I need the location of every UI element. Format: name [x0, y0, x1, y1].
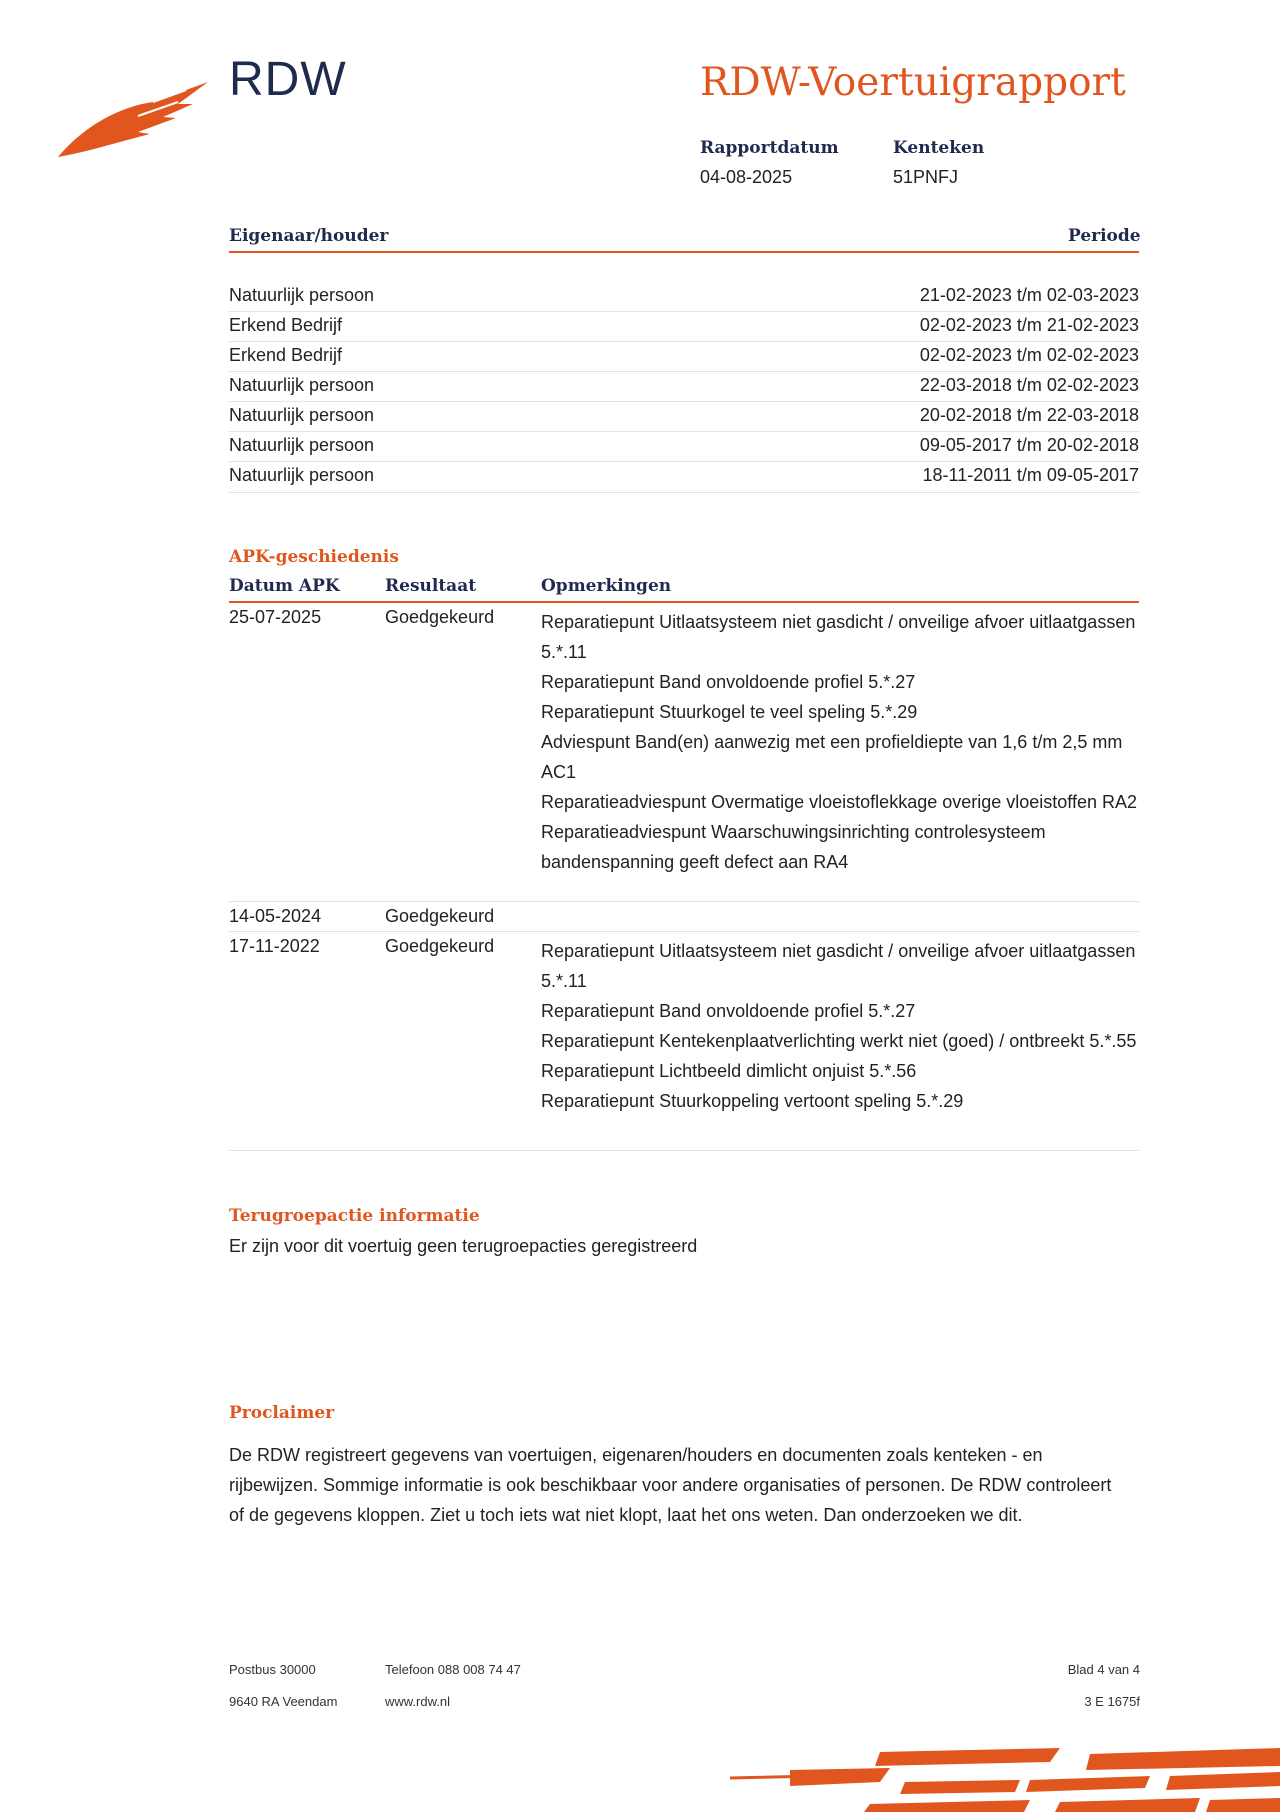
owner-type: Natuurlijk persoon — [229, 465, 375, 485]
apk-remark: Adviespunt Band(en) aanwezig met een profieldiepte van 1,6 t/m 2,5 mm AC1 — [541, 732, 1123, 782]
apk-entry — [229, 902, 1139, 932]
owners-header-divider — [229, 251, 1139, 253]
logo-text: RDW — [229, 53, 347, 106]
recall-text: Er zijn voor dit voertuig geen terugroepacties geregistreerd — [229, 1236, 698, 1256]
apk-remark: Reparatiepunt Uitlaatsysteem niet gasdicht / onveilige afvoer uitlaatgassen 5.*.11 — [541, 941, 1136, 991]
row-divider — [229, 492, 1139, 493]
apk-date: 14-05-2024 — [229, 906, 322, 926]
row-divider — [229, 1150, 1139, 1151]
apk-entry — [229, 932, 1139, 1142]
footer-page-number: Blad 4 van 4 — [1067, 1662, 1140, 1677]
apk-remark: Reparatiepunt Uitlaatsysteem niet gasdicht / onveilige afvoer uitlaatgassen 5.*.11 — [541, 612, 1136, 662]
recall-section-title: Terugroepactie informatie — [229, 1206, 480, 1226]
apk-remarks-column-header: Opmerkingen — [541, 576, 672, 596]
footer-website[interactable]: www.rdw.nl — [385, 1694, 451, 1709]
apk-remark: Reparatiepunt Lichtbeeld dimlicht onjuist 5.*.56 — [541, 1061, 917, 1081]
apk-entry — [229, 603, 1139, 900]
report-date-label: Rapportdatum — [700, 138, 839, 158]
apk-remark: Reparatiepunt Kentekenplaatverlichting werkt niet (goed) / ontbreekt 5.*.55 — [541, 1031, 1137, 1051]
period-column-header: Periode — [1068, 226, 1141, 246]
rdw-feather-logo-icon — [58, 82, 208, 162]
apk-remark: Reparatiepunt Stuurkoppeling vertoont speling 5.*.29 — [541, 1091, 964, 1111]
owner-type: Natuurlijk persoon — [229, 375, 375, 395]
owner-row — [229, 431, 1139, 461]
rdw-stripes-decoration-icon — [730, 1740, 1280, 1812]
owner-type: Erkend Bedrijf — [229, 345, 343, 365]
footer-document-code: 3 E 1675f — [1084, 1694, 1140, 1709]
apk-remarks — [541, 607, 1141, 877]
owner-row — [229, 341, 1139, 371]
apk-remark: Reparatieadviespunt Overmatige vloeistoflekkage overige vloeistoffen RA2 — [541, 792, 1138, 812]
apk-date-column-header: Datum APK — [229, 576, 340, 596]
document-title: RDW-Voertuigrapport — [700, 60, 1126, 105]
proclaimer-section-title: Proclaimer — [229, 1403, 335, 1423]
apk-remark: Reparatiepunt Band onvoldoende profiel 5.*.27 — [541, 672, 916, 692]
apk-remarks — [541, 936, 1141, 1116]
owner-period: 20-02-2018 t/m 22-03-2018 — [919, 405, 1139, 425]
owner-type: Natuurlijk persoon — [229, 435, 375, 455]
owner-row — [229, 281, 1139, 311]
owner-row — [229, 311, 1139, 341]
apk-date: 25-07-2025 — [229, 607, 322, 627]
apk-result: Goedgekeurd — [385, 936, 495, 956]
footer-city: 9640 RA Veendam — [229, 1694, 338, 1709]
owner-period: 09-05-2017 t/m 20-02-2018 — [919, 435, 1139, 455]
owner-period: 02-02-2023 t/m 21-02-2023 — [919, 315, 1139, 335]
owner-period: 21-02-2023 t/m 02-03-2023 — [919, 285, 1139, 305]
apk-result: Goedgekeurd — [385, 607, 495, 627]
owner-type: Natuurlijk persoon — [229, 285, 375, 305]
owner-column-header: Eigenaar/houder — [229, 226, 389, 246]
report-date-value: 04-08-2025 — [700, 167, 793, 187]
owner-period: 18-11-2011 t/m 09-05-2017 — [922, 465, 1139, 485]
apk-result: Goedgekeurd — [385, 906, 495, 926]
owner-type: Natuurlijk persoon — [229, 405, 375, 425]
apk-result-column-header: Resultaat — [385, 576, 477, 596]
plate-label: Kenteken — [893, 138, 985, 158]
apk-remark: Reparatiepunt Stuurkogel te veel speling 5.*.29 — [541, 702, 918, 722]
owner-row — [229, 371, 1139, 401]
footer-postbus: Postbus 30000 — [229, 1662, 316, 1677]
plate-value: 51PNFJ — [893, 167, 959, 187]
owner-period: 02-02-2023 t/m 02-02-2023 — [919, 345, 1139, 365]
proclaimer-text: De RDW registreert gegevens van voertuigen, eigenaren/houders en documenten zoals kenteken - en rijbewijzen. Sommige informatie is ook beschikbaar voor andere organisaties of personen. De RDW controleert of de gegevens kloppen. Ziet u toch iets wat niet klopt, laat het ons weten. Dan onderzoeken we dit. — [229, 1445, 1112, 1525]
apk-section-title: APK-geschiedenis — [229, 547, 399, 567]
owner-row — [229, 461, 1139, 491]
owner-period: 22-03-2018 t/m 02-02-2023 — [919, 375, 1139, 395]
footer-phone: Telefoon 088 008 74 47 — [385, 1662, 521, 1677]
owner-type: Erkend Bedrijf — [229, 315, 343, 335]
owner-row — [229, 401, 1139, 431]
apk-remark: Reparatieadviespunt Waarschuwingsinrichting controlesysteem bandenspanning geeft defect aan RA4 — [541, 822, 1046, 872]
apk-remark: Reparatiepunt Band onvoldoende profiel 5.*.27 — [541, 1001, 916, 1021]
apk-date: 17-11-2022 — [229, 936, 320, 956]
